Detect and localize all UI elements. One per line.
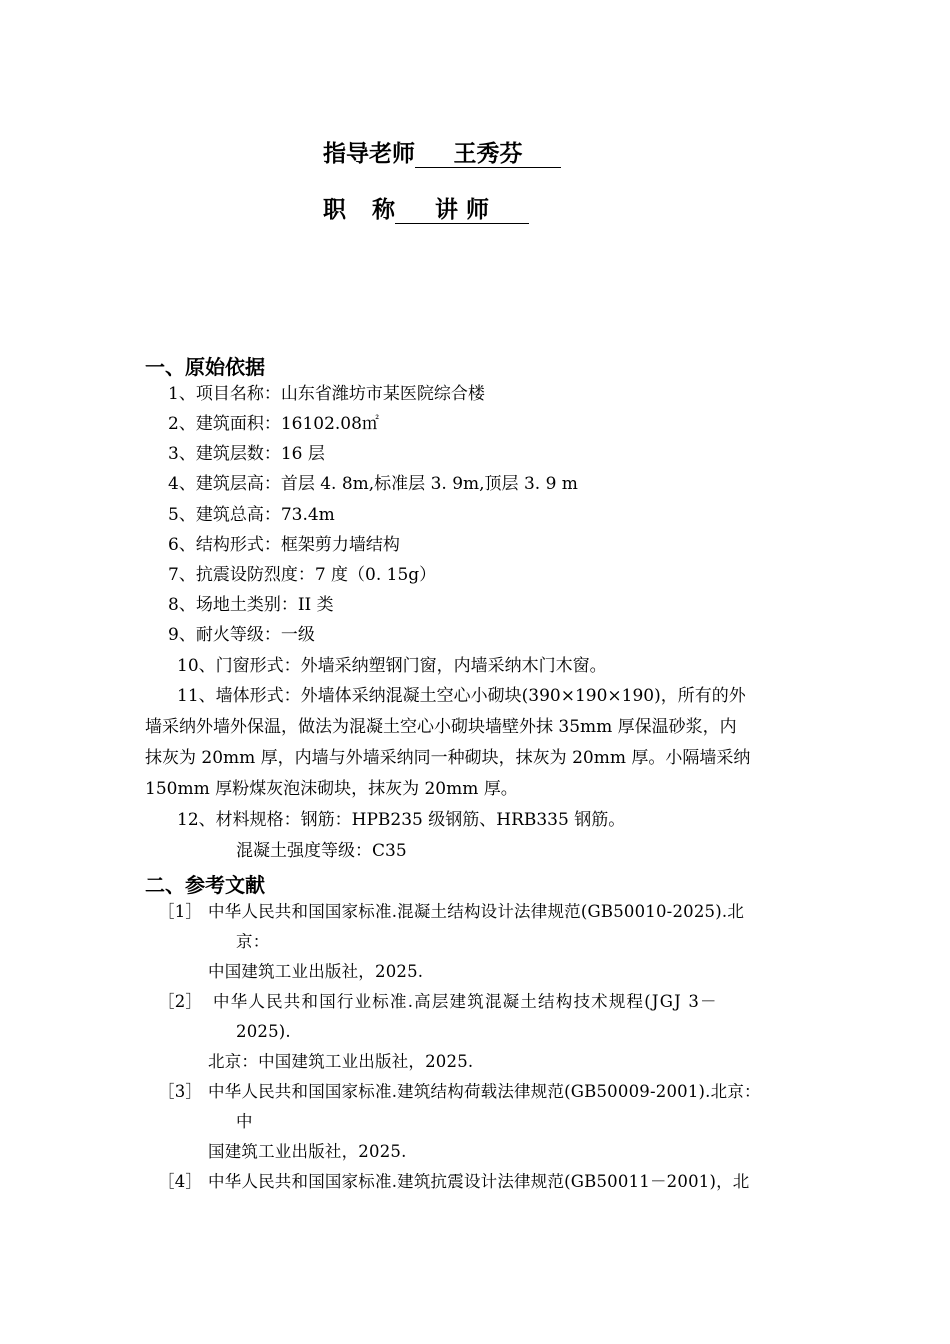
reference-line: 中华人民共和国行业标准.高层建筑混凝土结构技术规程(JGJ 3－ [213,992,718,1011]
title-row [323,191,529,224]
basis-item: 10、门窗形式：外墙采纳塑钢门窗，内墙采纳木门木窗。 [177,656,607,676]
basis-item: 8、场地土类别：II 类 [168,595,334,615]
basis-item: 7、抗震设防烈度：7 度（0. 15g） [168,565,437,585]
reference-line: 中华人民共和国国家标准.建筑抗震设计法律规范(GB50011－2001)，北 [208,1172,750,1191]
basis-item: 9、耐火等级：一级 [168,625,315,645]
basis-item-11-line: 150mm 厚粉煤灰泡沫砌块，抹灰为 20mm 厚。 [145,779,518,799]
reference-line: 2025). [236,1022,291,1041]
basis-item: 4、建筑层高：首层 4. 8m,标准层 3. 9m,顶层 3. 9 m [168,474,578,494]
basis-item-11-line: 墙采纳外墙外保温，做法为混凝土空心小砌块墙壁外抹 35mm 厚保温砂浆，内 [145,717,737,737]
reference-number: ［2］ [158,992,203,1011]
reference-line: 中 [236,1112,253,1131]
reference-number: ［1］ [158,902,203,921]
reference-line: 国建筑工业出版社，2025. [208,1142,407,1161]
title-label-2: 称 [372,197,395,223]
reference-line: 中华人民共和国国家标准.建筑结构荷载法律规范(GB50009-2001).北京： [208,1082,761,1101]
basis-item: 1、项目名称：山东省潍坊市某医院综合楼 [168,384,485,404]
reference-line: 北京：中国建筑工业出版社，2025. [208,1052,474,1071]
reference-number: ［3］ [158,1082,203,1101]
advisor-name: 王秀芬 [415,142,561,168]
basis-item-11-line: 抹灰为 20mm 厚，内墙与外墙采纳同一种砌块，抹灰为 20mm 厚。小隔墙采纳 [145,748,751,768]
basis-item: 2、建筑面积：16102.08㎡ [168,414,379,434]
title-value: 讲 师 [395,198,529,224]
section-heading-basis: 一、原始依据 [145,355,265,379]
advisor-row [323,135,561,168]
basis-item-11-line: 11、墙体形式：外墙体采纳混凝土空心小砌块(390×190×190)，所有的外 [177,686,746,706]
reference-line: 中华人民共和国国家标准.混凝土结构设计法律规范(GB50010-2025).北 [208,902,745,921]
basis-item: 3、建筑层数：16 层 [168,444,325,464]
title-label-1: 职 [323,197,346,223]
advisor-label: 指导老师 [323,141,415,167]
basis-item: 6、结构形式：框架剪力墙结构 [168,535,400,555]
basis-item: 5、建筑总高：73.4m [168,505,335,525]
basis-item-12-concrete: 混凝土强度等级：C35 [236,841,407,861]
reference-line: 中国建筑工业出版社，2025. [208,962,424,981]
section-heading-references: 二、参考文献 [145,873,265,897]
reference-line: 京： [236,932,270,951]
basis-item-12: 12、材料规格：钢筋：HPB235 级钢筋、HRB335 钢筋。 [177,810,626,830]
reference-number: ［4］ [158,1172,203,1191]
